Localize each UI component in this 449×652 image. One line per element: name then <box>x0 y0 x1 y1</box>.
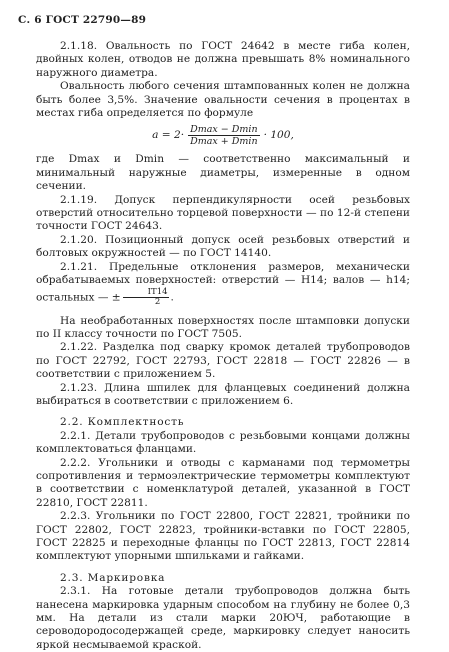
paragraph-ovality: Овальность любого сечения штампованных колен не должна быть более 3,5%. Значение овальности сечения в процентах в местах гиба определяется по формуле <box>36 80 410 120</box>
document-body <box>36 40 410 652</box>
paragraph-2-1-22: 2.1.22. Разделка под сварку кромок деталей трубопроводов по ГОСТ 22792, ГОСТ 22793, ГОСТ 22818 — ГОСТ 22826 — в соответствии с приложением 5. <box>36 341 410 381</box>
formula-fraction <box>188 124 259 147</box>
paragraph-2-1-21-text: 2.1.21. Предельные отклонения размеров, механически обрабатываемых поверхностей: отверстий — H14; валов — h14; остальных — ± <box>36 260 410 303</box>
formula-numerator: Dmax − Dmin <box>190 124 258 136</box>
paragraph-2-1-20: 2.1.20. Позиционный допуск осей резьбовых отверстий и болтовых окружностей — по ГОСТ 14140. <box>36 233 410 260</box>
formula-lhs: a = 2· <box>152 129 185 142</box>
tolerance-fraction <box>123 288 169 307</box>
paragraph-2-2-3: 2.2.3. Угольники по ГОСТ 22800, ГОСТ 22821, тройники по ГОСТ 22802, ГОСТ 22823, тройники-вставки по ГОСТ 22805, ГОСТ 22825 и переходные фланцы по ГОСТ 22813, ГОСТ 22814 комплектуют упорными шпильками и гайками. <box>36 510 410 563</box>
paragraph-2-1-21 <box>36 261 410 307</box>
tolerance-denominator: 2 <box>154 296 161 307</box>
page-header: С. 6 ГОСТ 22790—89 <box>18 14 147 26</box>
paragraph-2-1-21-end: . <box>170 291 174 303</box>
paragraph-2-1-18: 2.1.18. Овальность по ГОСТ 24642 в месте гиба колен, двойных колен, отводов не должна превышать 8% номинального наружного диаметра. <box>36 40 410 79</box>
paragraph-2-1-19: 2.1.19. Допуск перпендикулярности осей резьбовых отверстий относительно торцевой поверхности — по 12-й степени точности ГОСТ 24643. <box>36 193 410 233</box>
formula-rhs: · 100, <box>263 129 294 142</box>
section-heading-completeness: 2.2. Комплектность <box>60 416 185 429</box>
section-heading-marking: 2.3. Маркировка <box>60 571 166 584</box>
ovality-formula <box>36 124 410 147</box>
formula-denominator: Dmax + Dmin <box>190 136 258 148</box>
paragraph-2-2-2: 2.2.2. Угольники и отводы с карманами под термометры сопротивления и термоэлектрические термометры комплектуют в соответствии с номенклатурой деталей, указанной в ГОСТ 22810, ГОСТ 22811. <box>36 456 410 509</box>
paragraph-2-3-1: 2.3.1. На готовые детали трубопроводов должна быть нанесена маркировка ударным способом на глубину не более 0,3 мм. На детали из стали марки 20ЮЧ, работающие в сероводородосодержащей среде, маркировку следует наносить яркой несмываемой краской. <box>36 585 410 651</box>
paragraph-stamping-tolerance: На необработанных поверхностях после штамповки допуски по II классу точности по ГОСТ 7505. <box>36 314 410 340</box>
tolerance-numerator: IT14 <box>123 288 169 298</box>
paragraph-2-2-1: 2.2.1. Детали трубопроводов с резьбовыми концами должны комплектоваться фланцами. <box>36 429 410 456</box>
paragraph-formula-explanation: где Dmax и Dmin — соответственно максимальный и минимальный наружные диаметры, измеренные в одном сечении. <box>36 153 410 193</box>
paragraph-2-1-23: 2.1.23. Длина шпилек для фланцевых соединений должна выбираться в соответствии с приложением 6. <box>36 381 410 407</box>
